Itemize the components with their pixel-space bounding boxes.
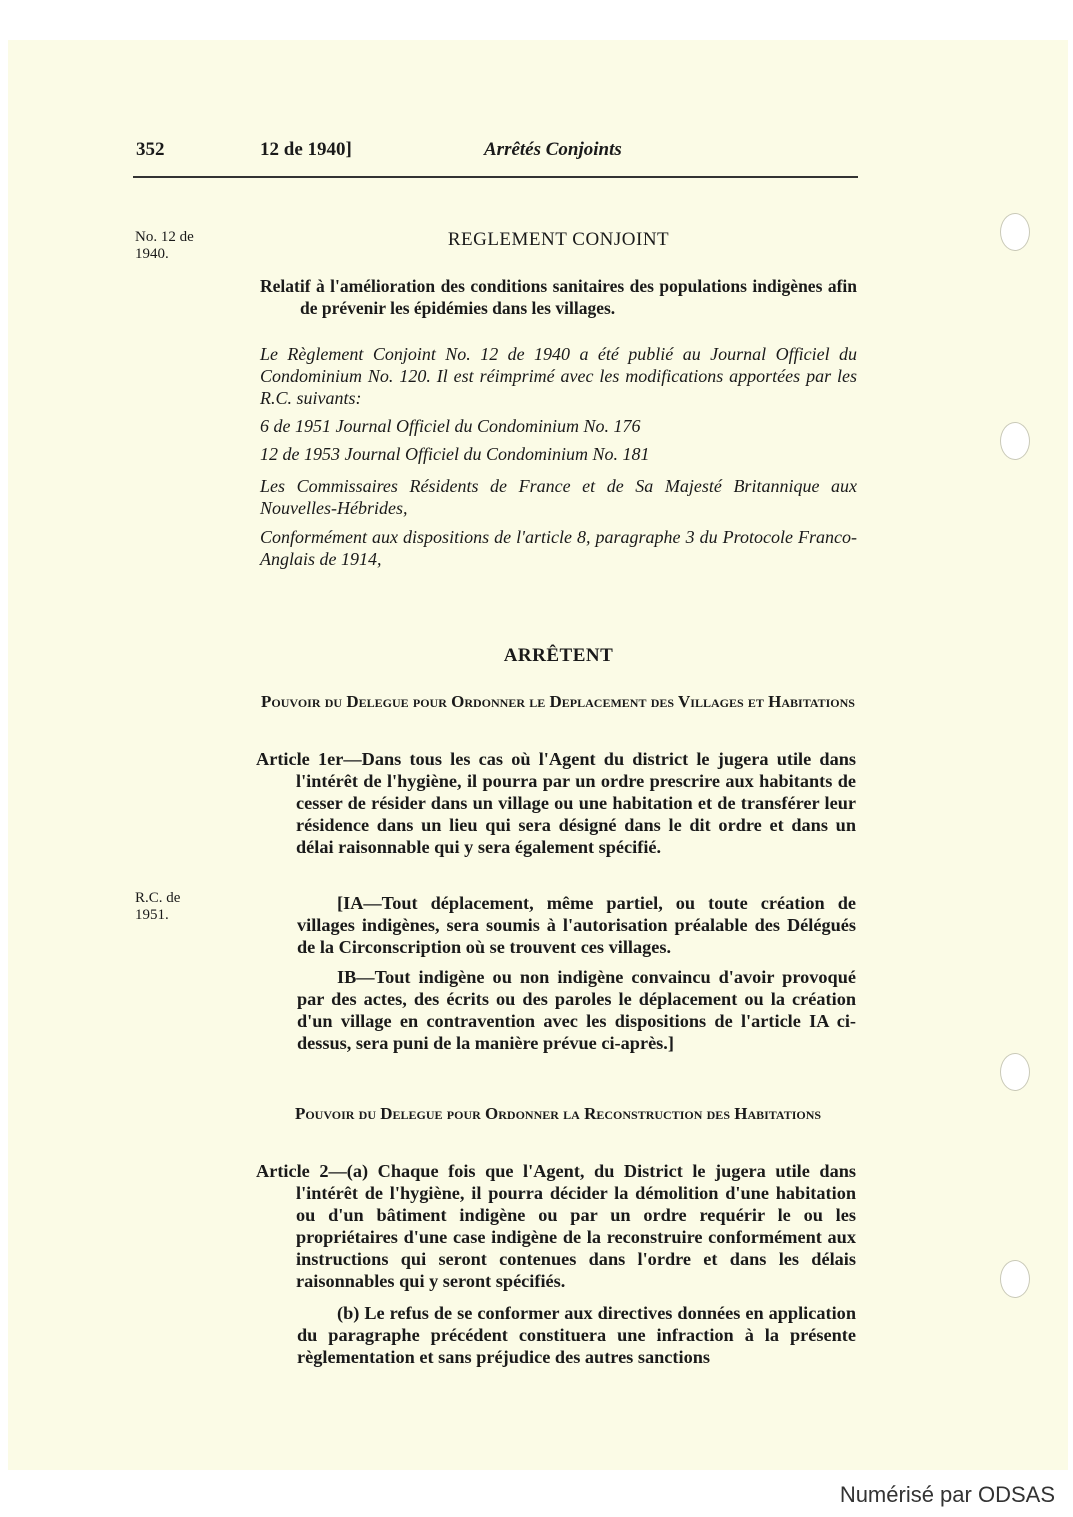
preamble-protocol: Conformément aux dispositions de l'article 8, paragraphe 3 du Protocole Franco-Anglais de 1914, xyxy=(260,527,857,569)
binder-hole xyxy=(1000,1053,1030,1091)
article-1 xyxy=(256,748,856,858)
article-2b: (b) Le refus de se conformer aux directives données en application du paragraphe précédent constituera une infraction à la présente règlementation et sans préjudice des autres sanctions xyxy=(297,1303,856,1367)
section-heading: Pouvoir du Delegue pour Ordonner la Reconstruction des Habitations xyxy=(294,1104,822,1123)
article-ia: [IA—Tout déplacement, même partiel, ou toute création de villages indigènes, sera soumis à l'autorisation préalable des Délégués de la Circonscription où se trouvent ces villages. xyxy=(297,893,856,957)
article-ib: IB—Tout indigène ou non indigène convaincu d'avoir provoqué par des actes, des écrits ou des paroles le déplacement ou la création d'un village en contravention avec les dispositions de l'article IA ci-dessus, sera puni de la manière prévue ci-après.] xyxy=(297,967,856,1053)
article-2 xyxy=(256,1160,856,1292)
binder-hole xyxy=(1000,422,1030,460)
page-number: 352 xyxy=(136,139,165,160)
binder-hole xyxy=(1000,213,1030,251)
margin-note: R.C. de 1951. xyxy=(135,890,181,923)
preamble-note: Le Règlement Conjoint No. 12 de 1940 a été publié au Journal Officiel du Condominium No. 120. Il est réimprimé avec les modifications apportées par les R.C. suivants: xyxy=(260,344,857,408)
preamble-commissioners: Les Commissaires Résidents de France et de Sa Majesté Britannique aux Nouvelles-Hébrides, xyxy=(260,476,857,518)
subtitle-text: Relatif à l'amélioration des conditions sanitaires des populations indigènes afin de prévenir les épidémies dans les villages. xyxy=(260,276,857,318)
header-rule xyxy=(133,176,858,178)
section-heading: Pouvoir du Delegue pour Ordonner le Deplacement des Villages et Habitations xyxy=(261,692,855,711)
article-text: Chaque fois que l'Agent, du District le jugera utile dans l'intérêt de l'hygiène, il pourra décider la démolition d'une habitation ou d'un bâtiment indigène ou par un ordre requérir le ou les propriétaires d'une case indigène de la reconstruire conformément aux instructions qui seront contenues dans l'ordre et dans les délais raisonnables qui y seront spécifiés. xyxy=(296,1161,856,1291)
article-label: Article 1er— xyxy=(256,749,362,769)
article-label: Article 2—(a) xyxy=(256,1161,369,1181)
margin-note: No. 12 de 1940. xyxy=(135,229,194,262)
running-title: Arrêtés Conjoints xyxy=(484,139,622,160)
year-reference: 12 de 1940] xyxy=(260,139,352,160)
subtitle xyxy=(260,275,857,319)
binder-hole xyxy=(1000,1260,1030,1298)
amendment-ref: 6 de 1951 Journal Officiel du Condominium No. 176 xyxy=(260,416,641,436)
document-title: REGLEMENT CONJOINT xyxy=(447,229,670,250)
arretent-heading: ARRÊTENT xyxy=(503,645,614,666)
article-text: Dans tous les cas où l'Agent du district le jugera utile dans l'intérêt de l'hygiène, il pourra par un ordre prescrire aux habitants de cesser de résider dans un village ou une habitation et de transférer leur résidence dans un lieu qui sera désigné dans le dit ordre et dans un délai raisonnable qui y sera également spécifié. xyxy=(296,749,857,857)
digitization-watermark: Numérisé par ODSAS xyxy=(839,1482,1055,1507)
amendment-ref: 12 de 1953 Journal Officiel du Condominium No. 181 xyxy=(260,444,650,464)
